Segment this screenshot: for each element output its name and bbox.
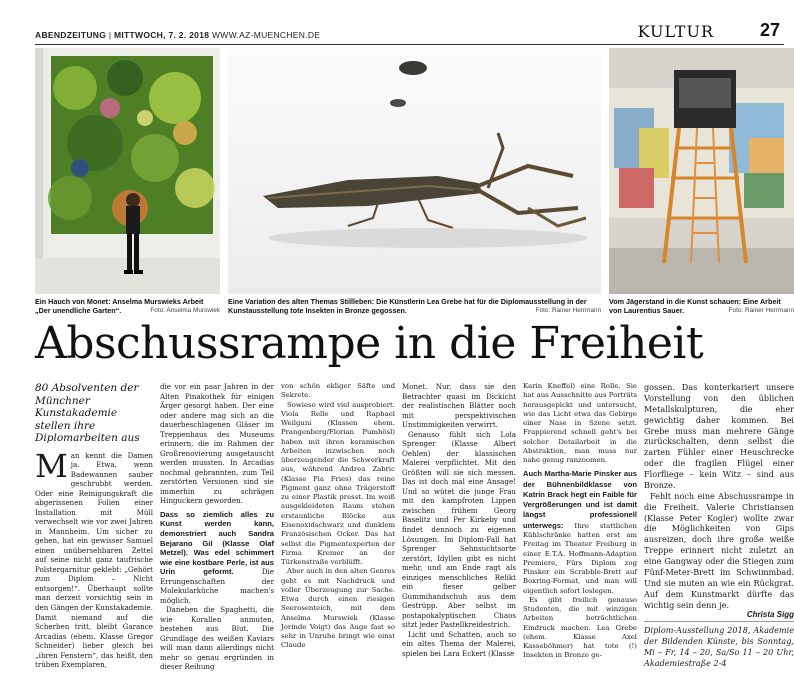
paragraph: Genauso fühlt sich Lola Sprenger (Klasse Albert Oehlen) der klassischen Malerei verpflichtet. Mit den Größten will sie sich messen. Das ist doch mal eine Ansage! Und so wütet die junge Frau mit den kampfroten Lippen zwischen frühem Georg Baselitz und Per Kirkeby und findet dennoch zu eigenen Lösungen. Im Diplom-Fall hat Sprenger Sehnsuchtsorte zerstört, Idyllen gibt es nicht mehr, und am Ende ragt als einziges menschliches Relikt ein fieser gelber Gummihandschuh aus dem Gestrüpp. Aber selbst im postapokalyptischen Chaos sitzt jeder Pastellkreidestrich. xyxy=(402,429,516,630)
caption-photo-1 xyxy=(35,297,220,315)
hunting-stand-illustration xyxy=(609,48,794,294)
paragraph: Daneben die Spaghetti, die wie Korallen anmuten, bestehen aus Blut. Die Grundlage des weißen Kaviars will man dann allerdings nicht mehr so genau ergründen in dieser Reihung xyxy=(160,605,274,672)
page-number: 27 xyxy=(759,20,780,40)
painting-illustration xyxy=(35,48,220,294)
header-rule xyxy=(35,44,784,45)
paragraph: Fehlt noch eine Abschussrampe in die Freiheit. Valerie Christiansen (Klasse Peter Kogler) wollte zwar die Möglichkeiten von Gips ausreizen, doch ihre große weiße Treppe erinnert nicht zuletzt an eine Gangway oder die Stiegen zum Fünf-Meter-Brett im Schwimmbad. Und sie muten an wie ein Rückgrat. Auf dem Kunstmarkt dürfte das wichtig sein denn je. xyxy=(644,490,794,610)
masthead-paper: ABENDZEITUNG xyxy=(35,30,107,40)
caption-photo-3 xyxy=(609,297,794,315)
paragraph: Monet. Nur, dass sie den Betrachter quasi im Dickicht der realistischen Blätter noch mit perspektivischen Unstimmigkeiten verwirrt. xyxy=(402,382,516,430)
article-subhead: 80 Absolventen der Münchner Kunstakademie stellen ihre Diplomarbeiten aus xyxy=(35,382,140,444)
bronze-insect-illustration xyxy=(228,48,601,294)
caption-photo-2 xyxy=(228,297,601,315)
article-column-3 xyxy=(281,382,395,651)
photo-credit: Foto: Rainer Herrmann xyxy=(728,307,794,314)
section-title: KULTUR xyxy=(637,22,714,41)
article-column-4 xyxy=(402,382,516,658)
dropcap: M xyxy=(35,446,68,485)
paragraph: Dass so ziemlich alles zu Kunst werden kann, demonstriert auch Sandra Bejarano Gil (Klasse Olaf Metzel). Was edel schimmert wie eine kostbare Perle, ist aus Urin geformt. Die Errungenschaften der Molekularküche machen's möglich. xyxy=(160,509,274,605)
paragraph: Licht und Schatten, auch so ein altes Thema der Malerei, spielen bei Lara Eckert (Klasse xyxy=(402,629,516,658)
paragraph: die vor ein paar Jahren in der Alten Pinakothek für einigen Ärger gesorgt haben. Der eine oder andere mag sich an die dauerbeschlagenen Gläser im Treppenhaus des Museums erinnern, die im Rahmen der Großrenovierung ausgetauscht werden mussten. In Arcadias nochmal gebrannten, zum Teil zerstörten Versionen sind sie immerhin zu schrägen Hinguckern geworden. xyxy=(160,382,274,506)
photo-hunting-stand xyxy=(609,48,794,294)
masthead-url: WWW.AZ-MUENCHEN.DE xyxy=(211,30,321,40)
photo-bronze-insect xyxy=(228,48,601,294)
caption-text: Ein Hauch von Monet: Anselma Murswieks Arbeit „Der unendliche Garten“. xyxy=(35,297,204,315)
photo-credit: Foto: Rainer Herrmann xyxy=(535,307,601,314)
article-column-6 xyxy=(644,382,794,669)
paragraph: Sowieso wird viel ausprobiert. Viola Relle und Raphael Weilguni (Klassen ehem. Prangenberg/Florian Pumhösl) haben mit ihren keramischen Arbeiten inzwischen noch überzeugender die Schwerkraft aus, während Andrea Zabric (Klasse Pia Fries) das reine Pigment ganz ohne Trägerstoff zu einer Plastik presst. Im weiß ausgekleideten Raum stehen erstaunliche Blöcke aus Eisenoxidschwarz und dunklem Französischen Ocker. Das hat selbst die Pigmentexperten der Firma Kremer an der Türkenstraße verblüfft. xyxy=(281,400,395,567)
paragraph: Aber auch in den alten Genres geht es mit Nachdruck und voller Überzeugung zur Sache. Etwa durch einen riesigen Seerosenteich, mit dem Anselma Murswiek (Klasse Jorinde Voigt) das Auge fast so sehr in Unruhe bringt wie einst Claude xyxy=(281,567,395,650)
masthead: ABENDZEITUNG | MITTWOCH, 7. 2. 2018 WWW.AZ-MUENCHEN.DE xyxy=(35,30,321,40)
paragraph: gossen. Das konterkariert unsere Vorstellung von den üblichen Metallskulpturen, die eher gewichtig daher kommen. Bei Grebe muss man mehrere Gänge zurückschalten, denn selbst die zarten Fühler einer Heuschrecke oder die fragilen Flügel einer Florfliege – kein Witz – sind aus Bronze. xyxy=(644,382,794,490)
article-headline: Abschussrampe in die Freiheit xyxy=(35,318,704,369)
article-column-2 xyxy=(160,382,274,672)
paragraph: Karin Kneffel) eine Rolle. Sie hat aus Ausschnitte aus Porträts herausgepickt und untersucht, wie das Licht etwa das Gebirge einer Nase in Szene setzt. Frappierend schnell geht's bei solcher Detailarbeit in die Abstraktion, man muss nur nahe genug ranzoomen. xyxy=(523,382,637,465)
masthead-date: MITTWOCH, 7. 2. 2018 xyxy=(113,30,210,40)
paragraph: von schön ekliger Säfte und Sekrete. xyxy=(281,382,395,400)
article-column-5 xyxy=(523,382,637,661)
author-byline: Christa Sigg xyxy=(746,610,794,620)
exhibition-info: Diplom-Ausstellung 2018, Akademie der Bildenden Künste, bis Sonntag, Mi – Fr, 14 – 20, Sa/So 11 – 20 Uhr, Akademiestraße 2-4 xyxy=(644,621,794,669)
paragraph: Auch Martha-Marie Pinsker aus der Bühnenbildklasse von Katrin Brack hegt ein Faible für Vergrößerungen und ist damit längst professionell unterwegs: Ihre stattlichen Kühlschränke hatten erst am Freitag im Theater Freiburg in einer E.T.A. Hoffmann-Adaption Premiere, Fürs Diplom zog Pinsker ein Scrabble-Brett auf Boxring-Format, und man will eigentlich sofort loslegen. xyxy=(523,469,637,595)
article-column-1 xyxy=(35,382,153,670)
paragraph: Es gibt freilich genauso Studenten, die mit winzigen Arbeiten beträchtlichen Eindruck machen. Lea Grebe (ehem. Klasse Axel Kasseböhmer) hat tote (!) Insekten in Bronze ge- xyxy=(523,595,637,660)
photo-monet-garden xyxy=(35,48,220,294)
lead-paragraph: Man kennt die Damen ja. Etwa, wenn Badewannen sauber geschrubbt werden. Oder eine Reinigungskraft die abgerissenen Folien einer Installation mit Müll verwechselt wie vor zwei Jahren in Mannheim. Um sicher zu gehen, hat ein gewisser Samuel einen unübersehbaren Zettel auf seine nicht ganz taufrische Polstergarnitur geklebt: „Gehört zum Diplom – Nicht entsorgen!“. Überhaupt sollte man derzeit vorsichtig sein in den Gängen der Kunstakademie. Damit niemand auf die Scherben tritt, bleibt Garance Arcadias (ehem. Klasse Gregor Schneider) lieber gleich bei „ihren Fenstern“, das heißt, den trüben Exemplaren, xyxy=(35,446,153,670)
caption-text: Vom Jägerstand in die Kunst schauen: Eine Arbeit von Laurentius Sauer. xyxy=(609,297,781,315)
photo-credit: Foto: Anselma Murswiek xyxy=(150,307,220,314)
caption-text: Eine Variation des alten Themas Stillleben: Die Künstlerin Lea Grebe hat für die Diplomausstellung in der Kunstausstellung tote Insekten in Bronze gegossen. xyxy=(228,297,587,315)
